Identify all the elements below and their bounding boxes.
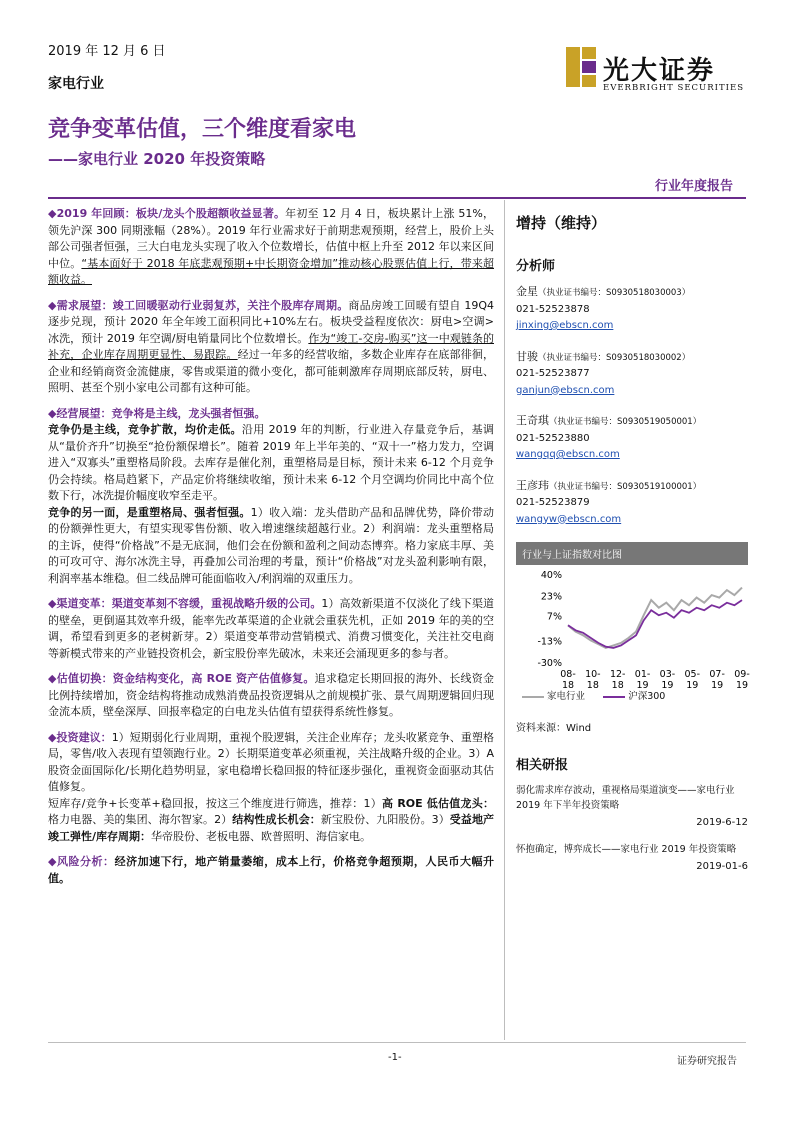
analyst-name: 金星: [516, 285, 538, 298]
y-tick-label: 40%: [540, 570, 562, 581]
para-valuation: ◆估值切换：资金结构变化，高 ROE 资产估值修复。追求稳定长期回报的海外、长线资金比例持续增加，资金结构将推动成熟消费品投资逻辑从之前规模扩张、景气周期逻辑回归现金流本质，壁垒深厚、回报率稳定的白电龙头估值有望获得系统性修复。: [48, 672, 494, 718]
header-divider: [48, 197, 746, 199]
analyst-email-link[interactable]: wangqq@ebscn.com: [516, 449, 620, 460]
page-subtitle: ——家电行业 2020 年投资策略: [48, 150, 266, 168]
analyst-cert: S0930518030002: [606, 352, 682, 363]
series-line-industry: [568, 588, 742, 648]
legend-swatch-hs300: [603, 696, 625, 698]
analyst-section-title: 分析师: [516, 259, 556, 274]
analyst-email-link[interactable]: ganjun@ebscn.com: [516, 384, 615, 396]
analyst-cert: S0930519050001: [617, 417, 693, 427]
para-channel: ◆渠道变革：渠道变革刻不容缓，重视战略升级的公司。1）高效新渠道不仅淡化了线下渠道的壁垒，更倒逼其效率升级，能率先改革渠道的企业就会重获先机，正如 2019 年的美的空调，希望看到更多的老树新芽。2）渠道变革带动营销模式、消费习惯变化，关注社交电商等新模式带来的产业链投资机会，新宝股份率先破冰，未来还会涌现更多的参与者。: [48, 597, 494, 660]
analyst-email-link[interactable]: wangyw@ebscn.com: [516, 513, 622, 525]
y-tick-label: -30%: [537, 658, 562, 669]
legend-label-hs300: 沪深300: [628, 691, 666, 702]
bullet-icon: ◆: [48, 406, 57, 420]
analyst-cert: S0930519100001: [617, 481, 693, 492]
chart-title: 行业与上证指数对比图: [516, 542, 748, 565]
x-tick-label: 18: [611, 680, 624, 691]
analyst-phone: 021-52523880: [516, 432, 590, 444]
x-tick-label: 01-: [634, 669, 651, 680]
analyst-card: 甘骏（执业证书编号：S0930518030002） 021-52523877 ganjun@ebscn.com: [516, 349, 748, 400]
analyst-phone: 021-52523877: [516, 368, 590, 379]
related-report-link[interactable]: 弱化需求库存波动，重视格局渠道演变——家电行业 2019 年下半年投资策略: [516, 785, 735, 811]
x-tick-label: 08-: [560, 669, 576, 680]
page-number: -1-: [388, 1052, 402, 1063]
para-operation: ◆经营展望：竞争将是主线，龙头强者恒强。 竞争仍是主线，竞争扩散，均价走低。沿用 2019 年的判断，行业进入存量竞争后，基调从“量价齐升”切换至“抢份额保增长”。随着 2019 年上半年美的、“双十一”格力发力，空调进入“双寡头”重塑格局阶段。去库存是催化剂，重塑格局是目标，预计未来 6-12 个月竞争仍会持续。格局趋紧下，产品定价将继续收缩，预计未来 6-12 个月空调均价同比中高个位数下行，冰洗提价幅度收窄至走平。 竞争的另一面，是重塑格局、强者恒强。1）收入端：龙头借助产品和品牌优势，降价带动的份额弹性更大，有望实现零售份额、收入增速继续超越行业。2）利润端：龙头重塑格局的主诉，使得“价格战”不是无底洞，他们会在份额和盈利之间动态博弈。格力家底丰厚、美的可攻可守、海尔冰洗主导，再叠加公司治理的考量，预计“价格战”对龙头盈利影响有限，利润率基本维稳。但二线品牌可能面临收入/利润端的双重压力。: [48, 406, 495, 585]
analyst-name: 王奇琪: [516, 414, 549, 427]
para-review: ◆2019 年回顾：板块/龙头个股超额收益显著。年初至 12 月 4 日，板块累计上涨 51%，领先沪深 300 同期涨幅（28%）。2019 年行业需求好于前期悲观预期，经营上，股价上头部公司强者恒强，三大白电龙头实现了收入个位数增长，估值中枢上升至 2012 年以来区间中位。“基本面好于 2018 年底悲观预期+中长期资金增加”推动核心股票估值上行，带来超额收益。: [48, 207, 494, 286]
series-line-hs300: [568, 600, 742, 648]
related-reports: [516, 754, 748, 872]
column-divider: [504, 200, 505, 1040]
analyst-name: 甘骏: [516, 349, 538, 363]
related-report-date: 2019-6-12: [696, 817, 748, 828]
bullet-icon: ◆: [48, 207, 57, 220]
industry-label: 家电行业: [48, 76, 104, 92]
para-demand: ◆需求展望：竣工回暖驱动行业弱复苏，关注个股库存周期。商品房竣工回暖有望自 19Q4 逐步兑现，预计 2020 年全年竣工面积同比+10%左右。板块受益程度依次：厨电>空调>冰洗，预计 2019 年空调/厨电销量同比个位数增长。作为“竣工-交房-购买”这一中观链条的补充，企业库存周期更显性、易跟踪。经过一年多的经营收缩，多数企业库存在底部徘徊，企业和经销商资金流健康，零售或渠道的微小变化，都可能刺激库存周期底部反转，厨电、照明、甚至个别小家电公司都有这种可能。: [48, 298, 495, 394]
related-section-title: 相关研报: [516, 758, 569, 773]
analyst-phone: 021-52523878: [516, 303, 590, 315]
report-date: 2019 年 12 月 6 日: [48, 44, 166, 59]
brand-name: 光大证券: [603, 56, 716, 86]
sidebar: [516, 212, 748, 886]
analyst-phone: 021-52523879: [516, 497, 590, 508]
x-tick-label: 18: [586, 680, 599, 691]
x-tick-label: 09-: [734, 669, 750, 680]
bullet-icon: ◆: [48, 597, 57, 610]
y-tick-label: -13%: [537, 636, 562, 648]
para-risk: ◆风险分析：经济加速下行，地产销量萎缩，成本上行，价格竞争超预期，人民币大幅升值。: [48, 855, 495, 885]
analyst-card: 金星（执业证书编号：S0930518030003） 021-52523878 jinxing@ebscn.com: [516, 284, 748, 335]
para-investment: ◆投资建议：1）短期弱化行业周期，重视个股逻辑，关注企业库存；龙头收紧竞争、重塑格局，零售/收入表现有望领跑行业。2）长期渠道变革必须重视，关注战略升级的企业。3）A 股资金面国际化/长期化趋势明显，家电稳增长稳回报的特征逐步强化，重视资金面驱动其估值修复。 短库存/竞争+长变革+稳回报，按这三个维度进行筛选，推荐：1）高 ROE 低估值龙头：格力电器、美的集团、海尔智家。2）结构性成长机会：新宝股份、九阳股份。3）受益地产竣工弹性/库存周期：华帝股份、老板电器、欧普照明、海信家电。: [48, 730, 495, 843]
comparison-chart: [516, 565, 748, 715]
bullet-icon: ◆: [48, 730, 57, 744]
page-title: 竞争变革估值，三个维度看家电: [48, 117, 357, 142]
analyst-name: 王彦玮: [516, 478, 549, 492]
brand-name-en: EVERBRIGHT SECURITIES: [603, 83, 745, 93]
brand-logo-icon: [566, 47, 596, 87]
x-tick-label: 19: [661, 680, 674, 691]
rating: 增持（维持）: [516, 214, 607, 232]
analyst-email-link[interactable]: jinxing@ebscn.com: [516, 320, 614, 331]
chart-source: 资料来源：Wind: [516, 723, 592, 734]
report-type: 行业年度报告: [655, 179, 734, 194]
x-tick-label: 18: [561, 680, 575, 691]
x-tick-label: 07-: [709, 669, 725, 680]
analyst-card: 王彦玮（执业证书编号：S0930519100001） 021-52523879 wangyw@ebscn.com: [516, 478, 748, 529]
legend-label-industry: 家电行业: [547, 691, 586, 702]
x-tick-label: 10-: [585, 669, 601, 680]
y-tick-label: 23%: [540, 591, 562, 603]
related-report-date: 2019-01-6: [696, 861, 748, 872]
footer-divider: [48, 1042, 746, 1043]
x-tick-label: 12-: [609, 669, 626, 680]
x-tick-label: 03-: [659, 669, 676, 680]
chart-legend: [522, 688, 665, 702]
bullet-icon: ◆: [48, 672, 57, 685]
y-tick-label: 7%: [546, 611, 562, 623]
bullet-icon: ◆: [48, 298, 57, 312]
bullet-icon: ◆: [48, 855, 57, 868]
x-tick-label: 19: [636, 680, 649, 691]
x-tick-label: 05-: [684, 669, 701, 680]
x-tick-label: 19: [735, 680, 749, 691]
legend-swatch-industry: [522, 696, 544, 698]
analyst-card: 王奇琪（执业证书编号：S0930519050001） 021-52523880 wangqq@ebscn.com: [516, 413, 748, 464]
related-report-link[interactable]: 怀抱确定，博弈成长——家电行业 2019 年投资策略: [516, 844, 737, 855]
analyst-cert: S0930518030003: [606, 288, 682, 298]
x-tick-label: 19: [711, 680, 724, 691]
x-tick-label: 19: [686, 680, 699, 691]
footer-label: 证券研究报告: [677, 1056, 737, 1067]
main-content: [48, 206, 494, 887]
